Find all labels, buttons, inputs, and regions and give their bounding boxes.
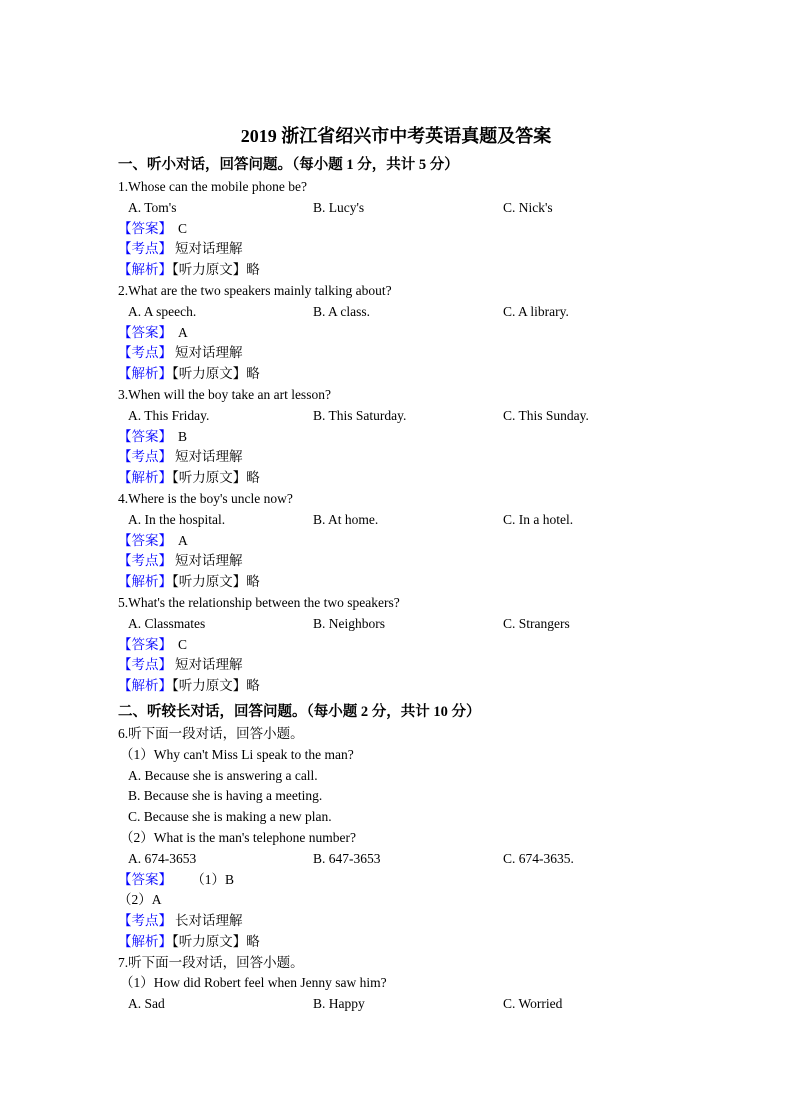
q6-sub2-option-b: B. 647-3653 <box>313 850 381 866</box>
q1-options <box>118 198 674 219</box>
q3-option-a: A. This Friday. <box>128 407 210 423</box>
q5-answer-value: C <box>178 636 188 652</box>
q4-options <box>118 510 674 531</box>
q3-answer-value: B <box>178 428 188 444</box>
q2-analysis-value: 【听力原文】略 <box>172 366 260 382</box>
q7-option-a: A. Sad <box>128 996 165 1012</box>
q1-answer-value: C <box>178 220 188 236</box>
analysis-label: 【解析】 <box>118 262 172 278</box>
q5-option-a: A. Classmates <box>128 615 206 631</box>
q2-answer-value: A <box>178 324 188 340</box>
q6-analysis-line <box>118 932 674 953</box>
q3-analysis-line <box>118 468 674 489</box>
q7-option-b: B. Happy <box>313 996 365 1012</box>
q7-option-c: C. Worried <box>503 996 563 1012</box>
q4-analysis-line <box>118 572 674 593</box>
analysis-label: 【解析】 <box>118 366 172 382</box>
q5-options <box>118 614 674 635</box>
q6-sub1-option-c: C. Because she is making a new plan. <box>128 809 332 825</box>
q2-point-value: 短对话理解 <box>175 345 243 361</box>
q7-intro: 7.听下面一段对话，回答小题。 <box>118 954 304 970</box>
q5-analysis-value: 【听力原文】略 <box>172 678 260 694</box>
q1-option-c: C. Nick's <box>503 199 553 215</box>
q7-options <box>118 994 674 1015</box>
q3-options <box>118 406 674 427</box>
q3-option-b: B. This Saturday. <box>313 407 407 423</box>
q2-point-line <box>118 343 674 364</box>
q5-point-value: 短对话理解 <box>175 657 243 673</box>
q4-text: 4.Where is the boy's uncle now? <box>118 490 293 506</box>
q6-intro: 6.听下面一段对话，回答小题。 <box>118 725 304 741</box>
q6-sub1-option-a: A. Because she is answering a call. <box>128 767 318 783</box>
q5-point-line <box>118 655 674 676</box>
analysis-label: 【解析】 <box>118 574 172 590</box>
document-content <box>118 0 674 1015</box>
q2-analysis-line <box>118 364 674 385</box>
q4-point-value: 短对话理解 <box>175 553 243 569</box>
q1-text: 1.Whose can the mobile phone be? <box>118 179 307 194</box>
point-label: 【考点】 <box>118 553 172 569</box>
q5-analysis-line <box>118 676 674 697</box>
answer-label: 【答案】 <box>118 324 172 340</box>
q6-sub2-option-a: A. 674-3653 <box>128 850 197 866</box>
q1-option-a: A. Tom's <box>128 199 177 215</box>
q1-analysis-line <box>118 260 674 281</box>
analysis-label: 【解析】 <box>118 470 172 486</box>
q6-answer-value-1: （1）B <box>198 871 235 887</box>
q3-point-value: 短对话理解 <box>175 449 243 465</box>
point-label: 【考点】 <box>118 913 172 929</box>
section2-heading: 二、听较长对话，回答问题。（每小题 2 分，共计 10 分） <box>118 703 481 720</box>
q4-answer-value: A <box>178 532 188 548</box>
q4-option-a: A. In the hospital. <box>128 511 226 527</box>
q6-analysis-value: 【听力原文】略 <box>172 933 260 949</box>
doc-title: 2019 浙江省绍兴市中考英语真题及答案 <box>240 126 552 146</box>
answer-label: 【答案】 <box>118 636 172 652</box>
q1-point-line <box>118 239 674 260</box>
q6-answer-line-1 <box>118 870 674 891</box>
q2-option-a: A. A speech. <box>128 303 197 319</box>
q2-text: 2.What are the two speakers mainly talking about? <box>118 282 392 298</box>
q5-option-c: C. Strangers <box>503 615 570 631</box>
analysis-label: 【解析】 <box>118 678 172 694</box>
q6-answer-value-2: （2）A <box>118 892 162 908</box>
point-label: 【考点】 <box>118 657 172 673</box>
q3-point-line <box>118 447 674 468</box>
answer-label: 【答案】 <box>118 871 172 887</box>
q2-option-c: C. A library. <box>503 303 569 319</box>
q6-answer-line-2 <box>118 890 674 911</box>
q5-option-b: B. Neighbors <box>313 615 385 631</box>
q2-options <box>118 302 674 323</box>
q4-answer-line <box>118 531 674 552</box>
q6-point-line <box>118 911 674 932</box>
q3-answer-line <box>118 427 674 448</box>
q7-sub1-text: （1）How did Robert feel when Jenny saw him? <box>120 975 387 991</box>
q4-option-b: B. At home. <box>313 511 379 527</box>
point-label: 【考点】 <box>118 449 172 465</box>
q5-answer-line <box>118 635 674 656</box>
q3-text: 3.When will the boy take an art lesson? <box>118 386 331 402</box>
q4-point-line <box>118 551 674 572</box>
q4-option-c: C. In a hotel. <box>503 511 574 527</box>
q5-text: 5.What's the relationship between the two speakers? <box>118 594 400 610</box>
q1-answer-line <box>118 219 674 240</box>
q6-sub1-option-b: B. Because she is having a meeting. <box>128 788 323 804</box>
q3-analysis-value: 【听力原文】略 <box>172 470 260 486</box>
q1-option-b: B. Lucy's <box>313 199 365 215</box>
point-label: 【考点】 <box>118 241 172 257</box>
answer-label: 【答案】 <box>118 220 172 236</box>
q6-sub2-options <box>118 849 674 870</box>
q6-point-value: 长对话理解 <box>175 913 243 929</box>
q6-sub2-text: （2）What is the man's telephone number? <box>120 829 356 845</box>
q6-sub1-text: （1）Why can't Miss Li speak to the man? <box>120 746 354 762</box>
point-label: 【考点】 <box>118 345 172 361</box>
answer-label: 【答案】 <box>118 532 172 548</box>
q2-option-b: B. A class. <box>313 303 371 319</box>
q1-point-value: 短对话理解 <box>175 241 243 257</box>
q4-analysis-value: 【听力原文】略 <box>172 574 260 590</box>
q1-analysis-value: 【听力原文】略 <box>172 262 260 278</box>
q3-option-c: C. This Sunday. <box>503 407 589 423</box>
analysis-label: 【解析】 <box>118 933 172 949</box>
answer-label: 【答案】 <box>118 428 172 444</box>
section1-heading: 一、听小对话，回答问题。（每小题 1 分，共计 5 分） <box>118 157 459 173</box>
q6-sub2-option-c: C. 674-3635. <box>503 850 574 866</box>
q2-answer-line <box>118 323 674 344</box>
